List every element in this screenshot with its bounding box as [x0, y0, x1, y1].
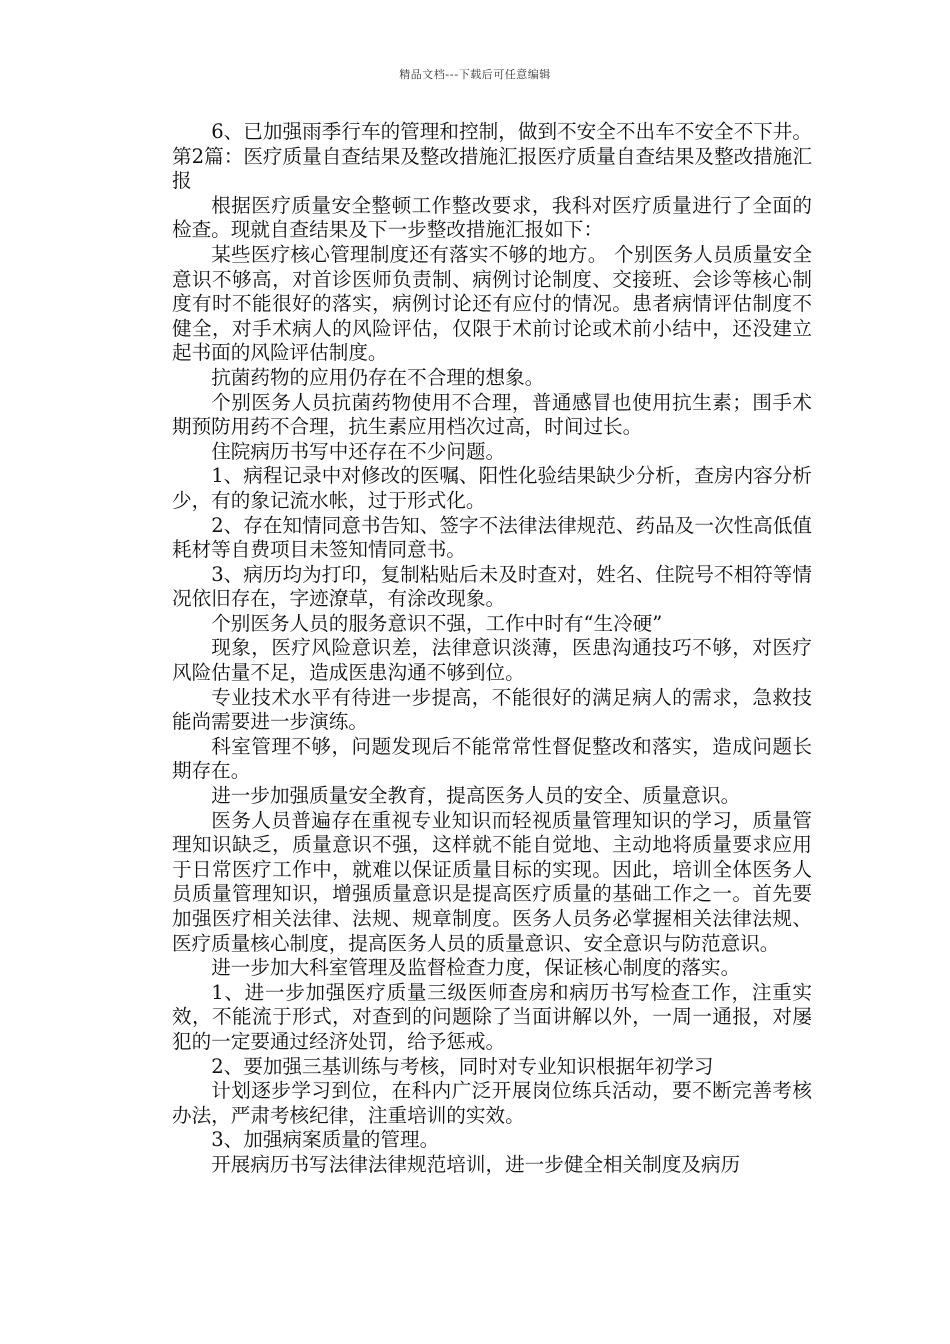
- paragraph: 住院病历书写中还存在不少问题。: [211, 439, 506, 463]
- paragraph: 计划逐步学习到位，在科内广泛开展岗位练兵活动，要不断完善考核办法，严肃考核纪律，注重培训的实效。: [172, 1079, 812, 1127]
- paragraph: 6、已加强雨季行车的管理和控制，做到不安全不出车不安全不下井。第2篇：医疗质量自查结果及整改措施汇报医疗质量自查结果及整改措施汇报: [172, 120, 812, 193]
- paragraph: 个别医务人员抗菌药物使用不合理，普通感冒也使用抗生素；围手术期预防用药不合理，抗生素应用档次过高，时间过长。: [172, 390, 812, 439]
- paragraph: 个别医务人员的服务意识不强，工作中时有“生冷硬”: [211, 611, 663, 635]
- paragraph: 2、要加强三基训练与考核，同时对专业知识根据年初学习: [211, 1054, 714, 1078]
- paragraph: 抗菌药物的应用仍存在不合理的想象。: [211, 365, 545, 389]
- paragraph: 3、病历均为打印，复制粘贴后未及时查对，姓名、住院号不相符等情况依旧存在，字迹潦草，有涂改现象。: [172, 562, 812, 611]
- paragraph: 现象，医疗风险意识差，法律意识淡薄，医患沟通技巧不够，对医疗风险估量不足，造成医患沟通不够到位。: [172, 636, 812, 685]
- paragraph: 进一步加大科室管理及监督检查力度，保证核心制度的落实。: [211, 956, 741, 980]
- paragraph: 科室管理不够，问题发现后不能常常性督促整改和落实，造成问题长期存在。: [172, 734, 812, 783]
- paragraph: 3、加强病案质量的管理。: [211, 1128, 440, 1152]
- paragraph: 某些医疗核心管理制度还有落实不够的地方。 个别医务人员质量安全意识不够高，对首诊医师负责制、病例讨论制度、交接班、会诊等核心制度有时不能很好的落实，病例讨论还有应付的情况。患者病情评估制度不健全，对手术病人的风险评估，仅限于术前讨论或术前小结中，还没建立起书面的风险评估制度。: [172, 242, 812, 365]
- page-header: 精品文档---下载后可任意编辑: [399, 68, 551, 81]
- paragraph: 专业技术水平有待进一步提高，不能很好的满足病人的需求，急救技能尚需要进一步演练。: [172, 685, 812, 734]
- paragraph: 根据医疗质量安全整顿工作整改要求，我科对医疗质量进行了全面的检查。现就自查结果及下一步整改措施汇报如下：: [172, 193, 812, 242]
- paragraph: 进一步加强质量安全教育，提高医务人员的安全、质量意识。: [211, 784, 741, 808]
- paragraph: 医务人员普遍存在重视专业知识而轻视质量管理知识的学习，质量管理知识缺乏，质量意识不强，这样就不能自觉地、主动地将质量要求应用于日常医疗工作中，就难以保证质量目标的实现。因此，培训全体医务人员质量管理知识，增强质量意识是提高医疗质量的基础工作之一。首先要加强医疗相关法律、法规、规章制度。医务人员务必掌握相关法律法规、医疗质量核心制度，提高医务人员的质量意识、安全意识与防范意识。: [172, 808, 812, 955]
- paragraph: 1、进一步加强医疗质量三级医师查房和病历书写检查工作，注重实效，不能流于形式，对查到的问题除了当面讲解以外，一周一通报，对屡犯的一定要通过经济处罚，给予惩戒。: [172, 980, 812, 1053]
- paragraph: 2、存在知情同意书告知、签字不法律法律规范、药品及一次性高低值耗材等自费项目未签知情同意书。: [172, 513, 812, 562]
- paragraph: 开展病历书写法律法律规范培训，进一步健全相关制度及病历: [211, 1152, 741, 1176]
- paragraph: 1、病程记录中对修改的医嘱、阳性化验结果缺少分析，查房内容分析少，有的象记流水帐，过于形式化。: [172, 464, 812, 512]
- document-body: [172, 120, 812, 1178]
